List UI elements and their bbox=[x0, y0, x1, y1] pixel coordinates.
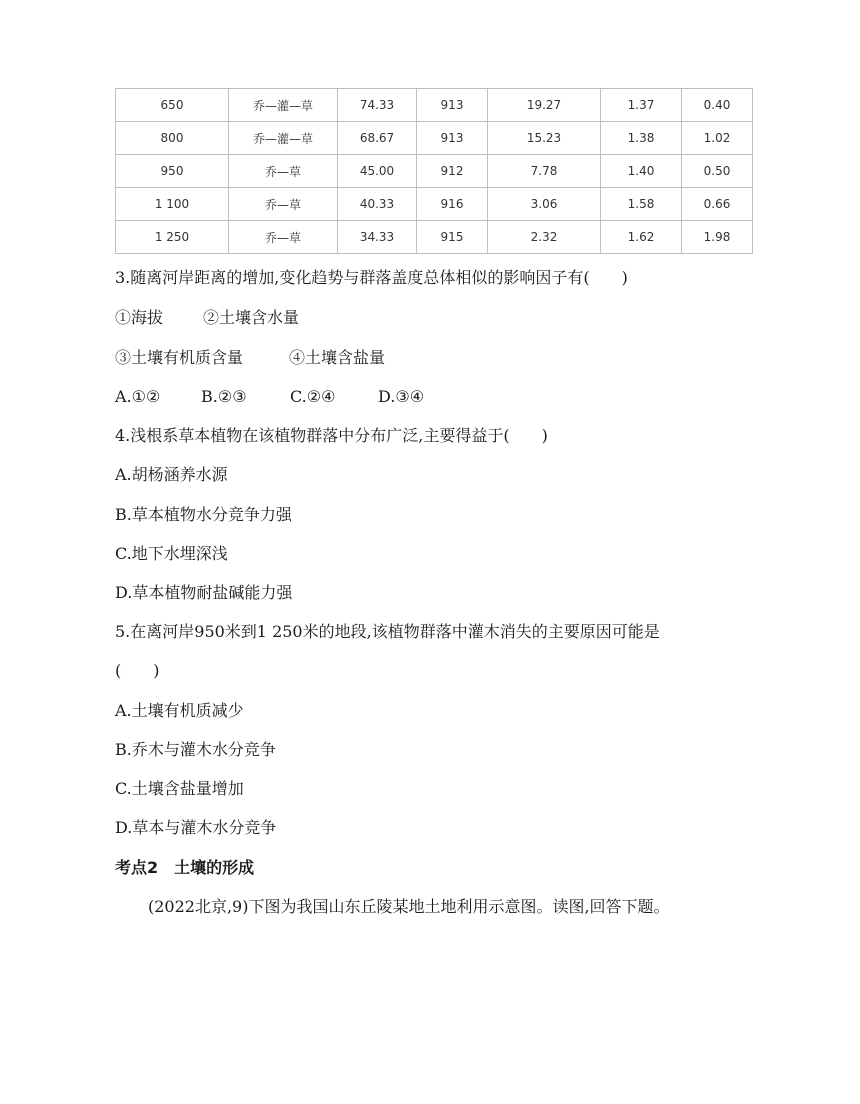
table-cell: 45.00 bbox=[338, 155, 417, 188]
table-cell: 0.50 bbox=[682, 155, 753, 188]
table-cell: 34.33 bbox=[338, 221, 417, 254]
table-cell: 950 bbox=[116, 155, 229, 188]
table-cell: 2.32 bbox=[488, 221, 601, 254]
table-cell: 19.27 bbox=[488, 89, 601, 122]
table-cell: 0.40 bbox=[682, 89, 753, 122]
q4-option-c: C.地下水埋深浅 bbox=[115, 544, 228, 563]
table-cell: 68.67 bbox=[338, 122, 417, 155]
q3-item-3: ③土壤有机质含量 bbox=[115, 348, 244, 367]
table-cell: 1.38 bbox=[601, 122, 682, 155]
q4-stem: 4.浅根系草本植物在该植物群落中分布广泛,主要得益于( ) bbox=[115, 426, 548, 445]
table-cell: 1.37 bbox=[601, 89, 682, 122]
q5-option-d: D.草本与灌木水分竞争 bbox=[115, 818, 277, 837]
q5-stem-line1: 5.在离河岸950米到1 250米的地段,该植物群落中灌木消失的主要原因可能是 bbox=[115, 622, 660, 641]
table-cell: 915 bbox=[417, 221, 488, 254]
q3-option-a: A.①② bbox=[115, 387, 161, 406]
q3-option-d: D.③④ bbox=[378, 387, 425, 406]
table-cell: 1 250 bbox=[116, 221, 229, 254]
data-table bbox=[115, 88, 753, 254]
data-table-wrapper bbox=[115, 88, 753, 254]
table-row bbox=[116, 89, 753, 122]
q4-option-d: D.草本植物耐盐碱能力强 bbox=[115, 583, 293, 602]
q3-option-b: B.②③ bbox=[201, 387, 247, 406]
section-heading: 考点2 土壤的形成 bbox=[115, 858, 255, 877]
section-intro: (2022北京,9)下图为我国山东丘陵某地土地利用示意图。读图,回答下题。 bbox=[148, 897, 670, 916]
q3-item-1: ①海拔 bbox=[115, 308, 164, 327]
q5-option-a: A.土壤有机质减少 bbox=[115, 701, 244, 720]
table-cell: 913 bbox=[417, 89, 488, 122]
table-cell: 74.33 bbox=[338, 89, 417, 122]
q5-stem-line2: ( ) bbox=[115, 661, 160, 680]
table-cell: 913 bbox=[417, 122, 488, 155]
table-row bbox=[116, 188, 753, 221]
table-cell: 15.23 bbox=[488, 122, 601, 155]
table-cell: 1.62 bbox=[601, 221, 682, 254]
q3-option-c: C.②④ bbox=[290, 387, 336, 406]
table-cell: 7.78 bbox=[488, 155, 601, 188]
q5-option-b: B.乔木与灌木水分竞争 bbox=[115, 740, 276, 759]
table-cell: 916 bbox=[417, 188, 488, 221]
table-cell: 3.06 bbox=[488, 188, 601, 221]
table-cell: 1.98 bbox=[682, 221, 753, 254]
table-cell: 1.40 bbox=[601, 155, 682, 188]
table-cell: 800 bbox=[116, 122, 229, 155]
table-cell: 40.33 bbox=[338, 188, 417, 221]
table-row bbox=[116, 155, 753, 188]
q3-options bbox=[115, 387, 424, 407]
q4-option-b: B.草本植物水分竞争力强 bbox=[115, 505, 292, 524]
table-cell: 1 100 bbox=[116, 188, 229, 221]
q5-option-c: C.土壤含盐量增加 bbox=[115, 779, 244, 798]
table-cell: 1.02 bbox=[682, 122, 753, 155]
q3-item-2: ②土壤含水量 bbox=[203, 308, 300, 327]
table-cell: 乔—草 bbox=[229, 155, 338, 188]
q3-items-row1 bbox=[115, 308, 299, 328]
table-cell: 乔—灌—草 bbox=[229, 122, 338, 155]
q3-stem: 3.随离河岸距离的增加,变化趋势与群落盖度总体相似的影响因子有( ) bbox=[115, 268, 628, 287]
q4-option-a: A.胡杨涵养水源 bbox=[115, 465, 228, 484]
table-cell: 912 bbox=[417, 155, 488, 188]
table-cell: 0.66 bbox=[682, 188, 753, 221]
table-cell: 1.58 bbox=[601, 188, 682, 221]
q3-items-row2 bbox=[115, 348, 385, 368]
table-row bbox=[116, 221, 753, 254]
table-cell: 乔—草 bbox=[229, 188, 338, 221]
table-cell: 乔—灌—草 bbox=[229, 89, 338, 122]
table-cell: 650 bbox=[116, 89, 229, 122]
table-row bbox=[116, 122, 753, 155]
q3-item-4: ④土壤含盐量 bbox=[289, 348, 386, 367]
table-cell: 乔—草 bbox=[229, 221, 338, 254]
